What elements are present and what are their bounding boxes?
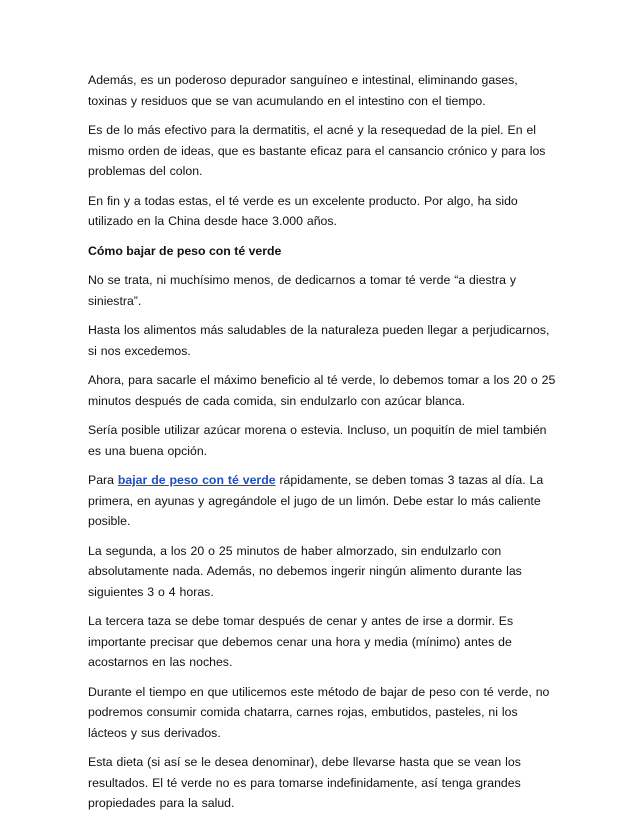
paragraph-durante-el-tiempo: Durante el tiempo en que utilicemos este método de bajar de peso con té verde, no podremos consumir comida chatarra, carnes rojas, embutidos, pasteles, ni los lácteos y sus derivados. <box>88 684 550 740</box>
paragraph-tercera-taza: La tercera taza se debe tomar después de cenar y antes de irse a dormir. Es importante precisar que debemos cenar una hora y media (mínimo) antes de acostarnos en las noches. <box>88 614 514 669</box>
paragraph-alimentos-saludables: Hasta los alimentos más saludables de la naturaleza pueden llegar a perjudicarnos, si nos excedemos. <box>88 323 550 358</box>
paragraph-esta-dieta: Esta dieta (si así se le desea denominar), debe llevarse hasta que se vean los resultados. El té verde no es para tomarse indefinidamente, así tenga grandes propiedades para la salud. <box>88 755 521 810</box>
paragraph-tres-tazas <box>88 470 558 532</box>
paragraph-azucar-morena: Sería posible utilizar azúcar morena o estevia. Incluso, un poquitín de miel también es una buena opción. <box>88 423 547 458</box>
paragraph-maximo-beneficio: Ahora, para sacarle el máximo beneficio al té verde, lo debemos tomar a los 20 o 25 minutos después de cada comida, sin endulzarlo con azúcar blanca. <box>88 373 556 408</box>
paragraph-segunda-taza: La segunda, a los 20 o 25 minutos de haber almorzado, sin endulzarlo con absolutamente nada. Además, no debemos ingerir ningún alimento durante las siguientes 3 o 4 horas. <box>88 543 522 599</box>
paragraph-dermatitis: Es de lo más efectivo para la dermatitis, el acné y la resequedad de la piel. En el mismo orden de ideas, que es bastante eficaz para el cansancio crónico y para los problemas del colon. <box>88 123 546 178</box>
section-heading: Cómo bajar de peso con té verde <box>88 243 282 258</box>
paragraph-depurador: Además, es un poderoso depurador sanguíneo e intestinal, eliminando gases, toxinas y residuos que se van acumulando en el intestino con el tiempo. <box>88 73 518 108</box>
paragraph-text-after-link: rápidamente, se deben tomas 3 tazas al día. La primera, en ayunas y agregándole el jugo de un limón. Debe estar lo más caliente posible. <box>88 473 544 528</box>
document-page <box>88 70 558 823</box>
paragraph-text-before-link: Para <box>88 473 118 487</box>
paragraph-excelente-producto: En fin y a todas estas, el té verde es un excelente producto. Por algo, ha sido utilizado en la China desde hace 3.000 años. <box>88 193 518 228</box>
paragraph-no-se-trata: No se trata, ni muchísimo menos, de dedicarnos a tomar té verde “a diestra y siniestra”. <box>88 273 517 308</box>
bajar-de-peso-link[interactable]: bajar de peso con té verde <box>117 473 276 487</box>
